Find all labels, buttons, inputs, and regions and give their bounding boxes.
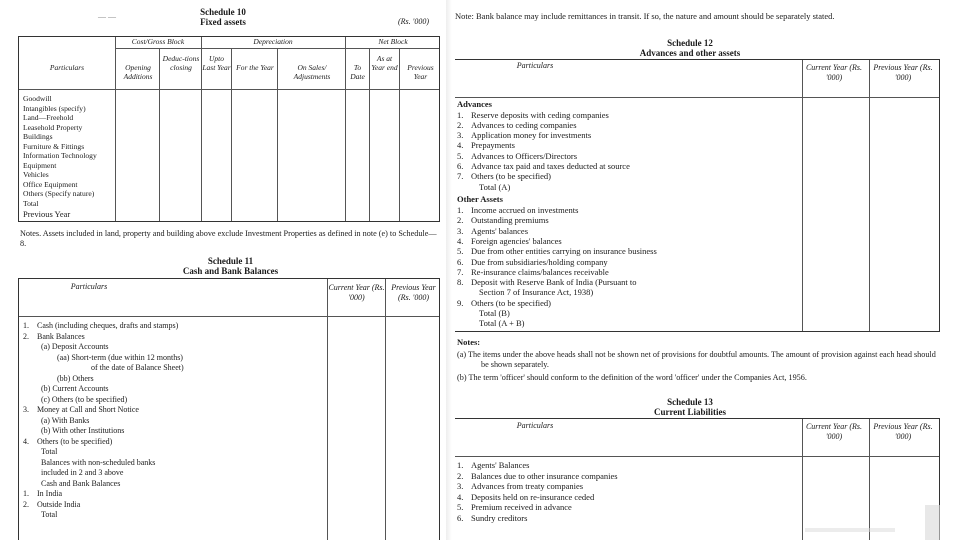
table-row: Balances with non-scheduled banks: [41, 457, 156, 467]
table-row: 5. Due from other entities carrying on insurance business: [457, 246, 657, 257]
table-row: Office Equipment: [23, 179, 78, 189]
table-row: Total: [23, 198, 39, 208]
col-particulars: Particulars: [49, 63, 85, 72]
table-row-total: Total (A): [479, 181, 511, 192]
group-depreciation: Depreciation: [253, 37, 293, 46]
col-particulars: Particulars: [516, 61, 554, 70]
table-row: 7. Others (to be specified): [457, 171, 552, 182]
table-row: Others (Specify nature): [23, 189, 95, 198]
table-row: Total: [41, 447, 58, 456]
notes-heading: Notes:: [457, 337, 481, 347]
table-row: (a) With Banks: [41, 415, 90, 425]
table-row: 2. Advances to ceding companies: [457, 119, 577, 130]
schedule-11-title: Schedule 11 Cash and Bank Balances: [182, 256, 279, 276]
table-row: Previous Year: [23, 209, 71, 219]
table-row: Total: [41, 510, 58, 519]
table-row: 6. Due from subsidiaries/holding company: [457, 256, 608, 267]
table-row-total: Total (A + B): [479, 318, 525, 329]
table-row: (aa) Short-term (due within 12 months): [57, 352, 183, 362]
table-row: 2. Balances due to other insurance companies: [457, 470, 618, 481]
col-as-at-year-end: As at Year end: [371, 54, 398, 72]
left-page: [18, 0, 442, 540]
bank-balance-note: Note: Bank balance may include remittances in transit. If so, the nature and amount should be separately stated.: [455, 11, 835, 21]
table-row: 3. Agents' balances: [457, 225, 528, 236]
table-row: 1. Cash (including cheques, drafts and stamps): [23, 321, 179, 330]
table-row: 3. Application money for investments: [457, 130, 592, 141]
table-row: 7. Re-insurance claims/balances receivable: [457, 266, 609, 277]
col-previous-year: Previous Year (Rs. '000): [873, 63, 933, 82]
table-row: 3. Money at Call and Short Notice: [23, 405, 139, 414]
table-row: 2. Bank Balances: [23, 331, 85, 341]
col-current-year: Current Year (Rs. '000): [328, 283, 385, 302]
col-deductions-closing: Deduc-tions closing: [162, 54, 200, 72]
scan-artifact: [805, 528, 895, 532]
table-row: (c) Others (to be specified): [41, 394, 128, 404]
table-row: Information Technology: [23, 151, 97, 160]
table-row: Cash and Bank Balances: [41, 478, 121, 488]
table-row: (b) Current Accounts: [41, 384, 109, 393]
table-row: Intangibles (specify): [23, 103, 86, 113]
col-particulars: Particulars: [70, 282, 108, 291]
table-row: Land—Freehold: [23, 113, 74, 122]
col-for-the-year: For the Year: [236, 63, 274, 72]
col-current-year: Current Year (Rs. '000): [805, 63, 863, 82]
table-row: 5. Advances to Officers/Directors: [457, 150, 578, 161]
table-row: included in 2 and 3 above: [41, 468, 124, 477]
table-row: 1. Income accrued on investments: [457, 205, 579, 215]
table-row: 1. Reserve deposits with ceding companies: [457, 109, 609, 120]
col-previous-year: Previous Year (Rs. '000): [873, 422, 933, 441]
header-marks: — —: [98, 12, 116, 21]
table-row: 3. Advances from treaty companies: [457, 481, 584, 491]
cash-bank-table: [18, 278, 440, 540]
table-row: Vehicles: [23, 170, 49, 179]
table-row: 6. Advance tax paid and taxes deducted at source: [457, 161, 630, 171]
table-row: 1. In India: [23, 489, 63, 498]
table-row: of the date of Balance Sheet): [91, 363, 184, 372]
schedule-13-title: Schedule 13 Current Liabilities: [653, 397, 727, 417]
scan-artifact: [925, 505, 940, 540]
table-row: (b) With other Institutions: [41, 426, 125, 435]
table-row: 2. Outstanding premiums: [457, 215, 549, 226]
table-row-total: Total (B): [479, 308, 510, 318]
table-row: 6. Sundry creditors: [457, 512, 528, 523]
fixed-assets-table: [18, 36, 440, 222]
table-row: Buildings: [23, 132, 53, 141]
advances-heading: Advances: [457, 99, 492, 109]
note-a: (a) The items under the above heads shall not be shown net of provisions for doubtful amounts. The amount of provision against each head should be shown separately.: [457, 350, 936, 369]
table-row: Section 7 of Insurance Act, 1938): [479, 287, 594, 298]
col-upto-last-year: Upto Last Year: [202, 54, 231, 72]
col-particulars: Particulars: [516, 421, 554, 430]
table-row: 8. Deposit with Reserve Bank of India (Pursuant to: [457, 277, 637, 288]
col-on-sales-adjustments: On Sales/ Adjustments: [293, 63, 331, 81]
col-current-year: Current Year (Rs. '000): [805, 422, 863, 441]
table-row: 5. Premium received in advance: [457, 502, 572, 512]
table-row: 2. Outside India: [23, 499, 81, 509]
right-page: [455, 0, 940, 540]
table-row: (bb) Others: [57, 373, 94, 383]
table-row: Equipment: [23, 160, 57, 170]
table-row: Furniture & Fittings: [23, 141, 85, 151]
table-row: (a) Deposit Accounts: [41, 342, 109, 351]
schedule-10-note: Notes. Assets included in land, property and building above exclude Investment Properties as defined in note (e) to Schedule—8.: [20, 229, 437, 248]
page-gutter: [446, 0, 452, 540]
table-row: Goodwill: [23, 94, 52, 103]
advances-table: [455, 59, 940, 332]
table-row: 4. Others (to be specified): [23, 436, 113, 446]
note-b: (b) The term 'officer' should conform to the definition of the word 'officer' under the Companies Act, 1956.: [457, 373, 807, 382]
col-previous-year: Previous Year: [407, 63, 434, 81]
schedule-10-units: (Rs. '000): [398, 17, 430, 26]
table-row: 4. Foreign agencies' balances: [457, 235, 562, 246]
col-opening-additions: Opening Additions: [123, 63, 153, 81]
group-net-block: Net Block: [378, 37, 408, 46]
table-row: 4. Prepayments: [457, 140, 515, 151]
current-liabilities-table: [455, 418, 940, 540]
group-cost-gross-block: Cost/Gross Block: [131, 37, 185, 46]
table-row: Leasehold Property: [23, 122, 83, 132]
table-row: 4. Deposits held on re-insurance ceded: [457, 491, 595, 502]
table-row: 1. Agents' Balances: [457, 460, 530, 470]
other-assets-heading: Other Assets: [457, 194, 503, 204]
schedule-10-title: Schedule 10 Fixed assets: [200, 7, 246, 27]
table-row: 9. Others (to be specified): [457, 297, 552, 308]
schedule-12-title: Schedule 12 Advances and other assets: [639, 38, 741, 58]
col-to-date: To Date: [350, 63, 365, 81]
col-previous-year: Previous Year (Rs. '000): [391, 283, 436, 302]
